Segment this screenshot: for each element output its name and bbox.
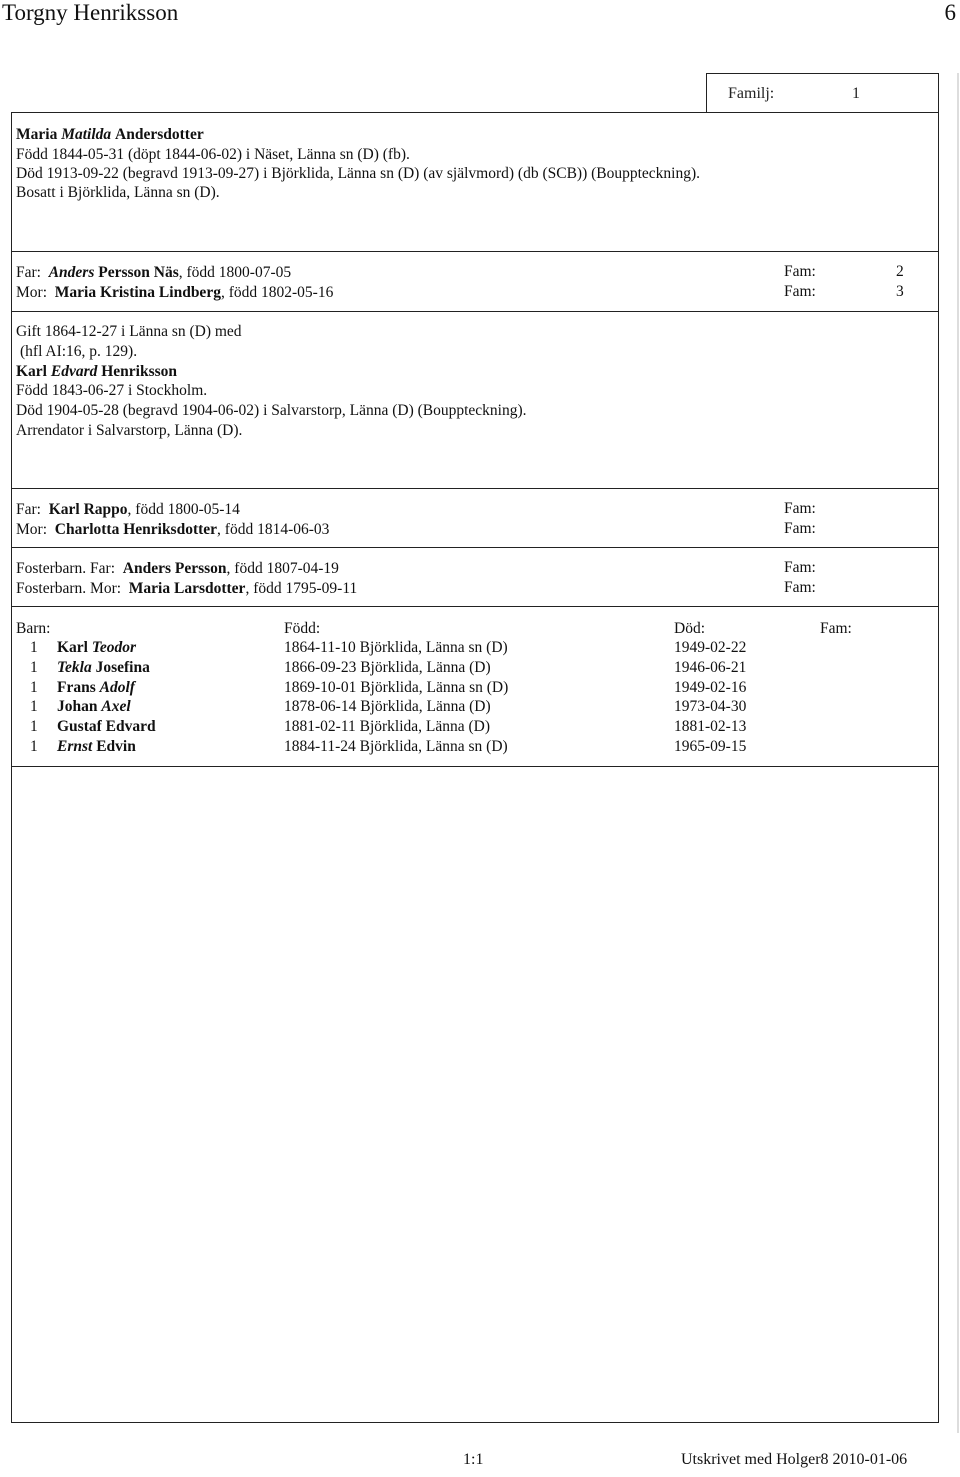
person-born: Född 1844-05-31 (döpt 1844-06-02) i Näset, Länna sn (D) (fb). <box>16 146 410 163</box>
scale-label: 1:1 <box>463 1451 484 1468</box>
child-number: 1 <box>30 718 38 735</box>
divider-person <box>11 251 939 252</box>
died-header: Död: <box>674 620 705 637</box>
child-name: Johan Axel <box>57 698 131 715</box>
child-born: 1864-11-10 Björklida, Länna sn (D) <box>284 639 508 656</box>
family-number-box <box>706 73 939 113</box>
foster-mother-fam-label: Fam: <box>784 579 816 596</box>
person-residence: Bosatt i Björklida, Länna sn (D). <box>16 184 220 201</box>
children-header: Barn: <box>16 620 51 637</box>
family-label: Familj: <box>728 85 775 102</box>
spouse-father: Far: Karl Rappo, född 1800-05-14 <box>16 501 240 518</box>
person-mother-fam-label: Fam: <box>784 283 816 300</box>
child-died: 1949-02-22 <box>674 639 747 656</box>
spouse-occupation: Arrendator i Salvarstorp, Länna (D). <box>16 422 243 439</box>
child-number: 1 <box>30 679 38 696</box>
person-father: Far: Anders Persson Näs, född 1800-07-05 <box>16 264 292 281</box>
page-title: Torgny Henriksson <box>2 0 179 25</box>
child-born: 1881-02-11 Björklida, Länna (D) <box>284 718 491 735</box>
fam-header: Fam: <box>820 620 852 637</box>
marriage-source: (hfl AI:16, p. 129). <box>20 343 138 360</box>
child-born: 1869-10-01 Björklida, Länna sn (D) <box>284 679 509 696</box>
divider-children <box>11 766 939 767</box>
foster-father-fam-label: Fam: <box>784 559 816 576</box>
child-born: 1884-11-24 Björklida, Länna sn (D) <box>284 738 508 755</box>
page-header <box>0 0 960 30</box>
foster-mother: Fosterbarn. Mor: Maria Larsdotter, född 1795-09-11 <box>16 580 358 597</box>
child-name: Frans Adolf <box>57 679 135 696</box>
child-born: 1878-06-14 Björklida, Länna (D) <box>284 698 491 715</box>
child-number: 1 <box>30 659 38 676</box>
family-sheet-frame <box>11 112 939 1423</box>
child-name: Gustaf Edvard <box>57 718 156 735</box>
person-died: Död 1913-09-22 (begravd 1913-09-27) i Björklida, Länna sn (D) (av självmord) (db (SCB)) (Bouppteckning). <box>16 165 701 182</box>
person-mother-fam: 3 <box>896 283 904 300</box>
spouse-mother-fam-label: Fam: <box>784 520 816 537</box>
spouse-father-fam-label: Fam: <box>784 500 816 517</box>
foster-father: Fosterbarn. Far: Anders Persson, född 1807-04-19 <box>16 560 339 577</box>
spouse-name: Karl Edvard Henriksson <box>16 363 178 380</box>
child-number: 1 <box>30 639 38 656</box>
child-died: 1946-06-21 <box>674 659 747 676</box>
divider-foster <box>11 606 939 607</box>
marriage-line: Gift 1864-12-27 i Länna sn (D) med <box>16 323 242 340</box>
child-name: Ernst Edvin <box>57 738 136 755</box>
page-edge-shadow <box>957 73 959 1433</box>
person-mother: Mor: Maria Kristina Lindberg, född 1802-05-16 <box>16 284 334 301</box>
person-father-fam: 2 <box>896 263 904 280</box>
page-number: 6 <box>944 0 956 25</box>
child-died: 1965-09-15 <box>674 738 747 755</box>
child-number: 1 <box>30 738 38 755</box>
person-name: Maria Matilda Andersdotter <box>16 126 204 143</box>
divider-parents <box>11 311 939 312</box>
spouse-mother: Mor: Charlotta Henriksdotter, född 1814-06-03 <box>16 521 330 538</box>
born-header: Född: <box>284 620 321 637</box>
printed-by: Utskrivet med Holger8 2010-01-06 <box>681 1451 908 1468</box>
child-died: 1973-04-30 <box>674 698 747 715</box>
person-father-fam-label: Fam: <box>784 263 816 280</box>
family-number: 1 <box>852 85 860 102</box>
child-name: Karl Teodor <box>57 639 137 656</box>
divider-spouse-parents <box>11 547 939 548</box>
child-name: Tekla Josefina <box>57 659 150 676</box>
spouse-born: Född 1843-06-27 i Stockholm. <box>16 382 208 399</box>
divider-marriage <box>11 488 939 489</box>
child-number: 1 <box>30 698 38 715</box>
spouse-died: Död 1904-05-28 (begravd 1904-06-02) i Salvarstorp, Länna (D) (Bouppteckning). <box>16 402 527 419</box>
child-died: 1949-02-16 <box>674 679 747 696</box>
child-died: 1881-02-13 <box>674 718 747 735</box>
child-born: 1866-09-23 Björklida, Länna (D) <box>284 659 491 676</box>
